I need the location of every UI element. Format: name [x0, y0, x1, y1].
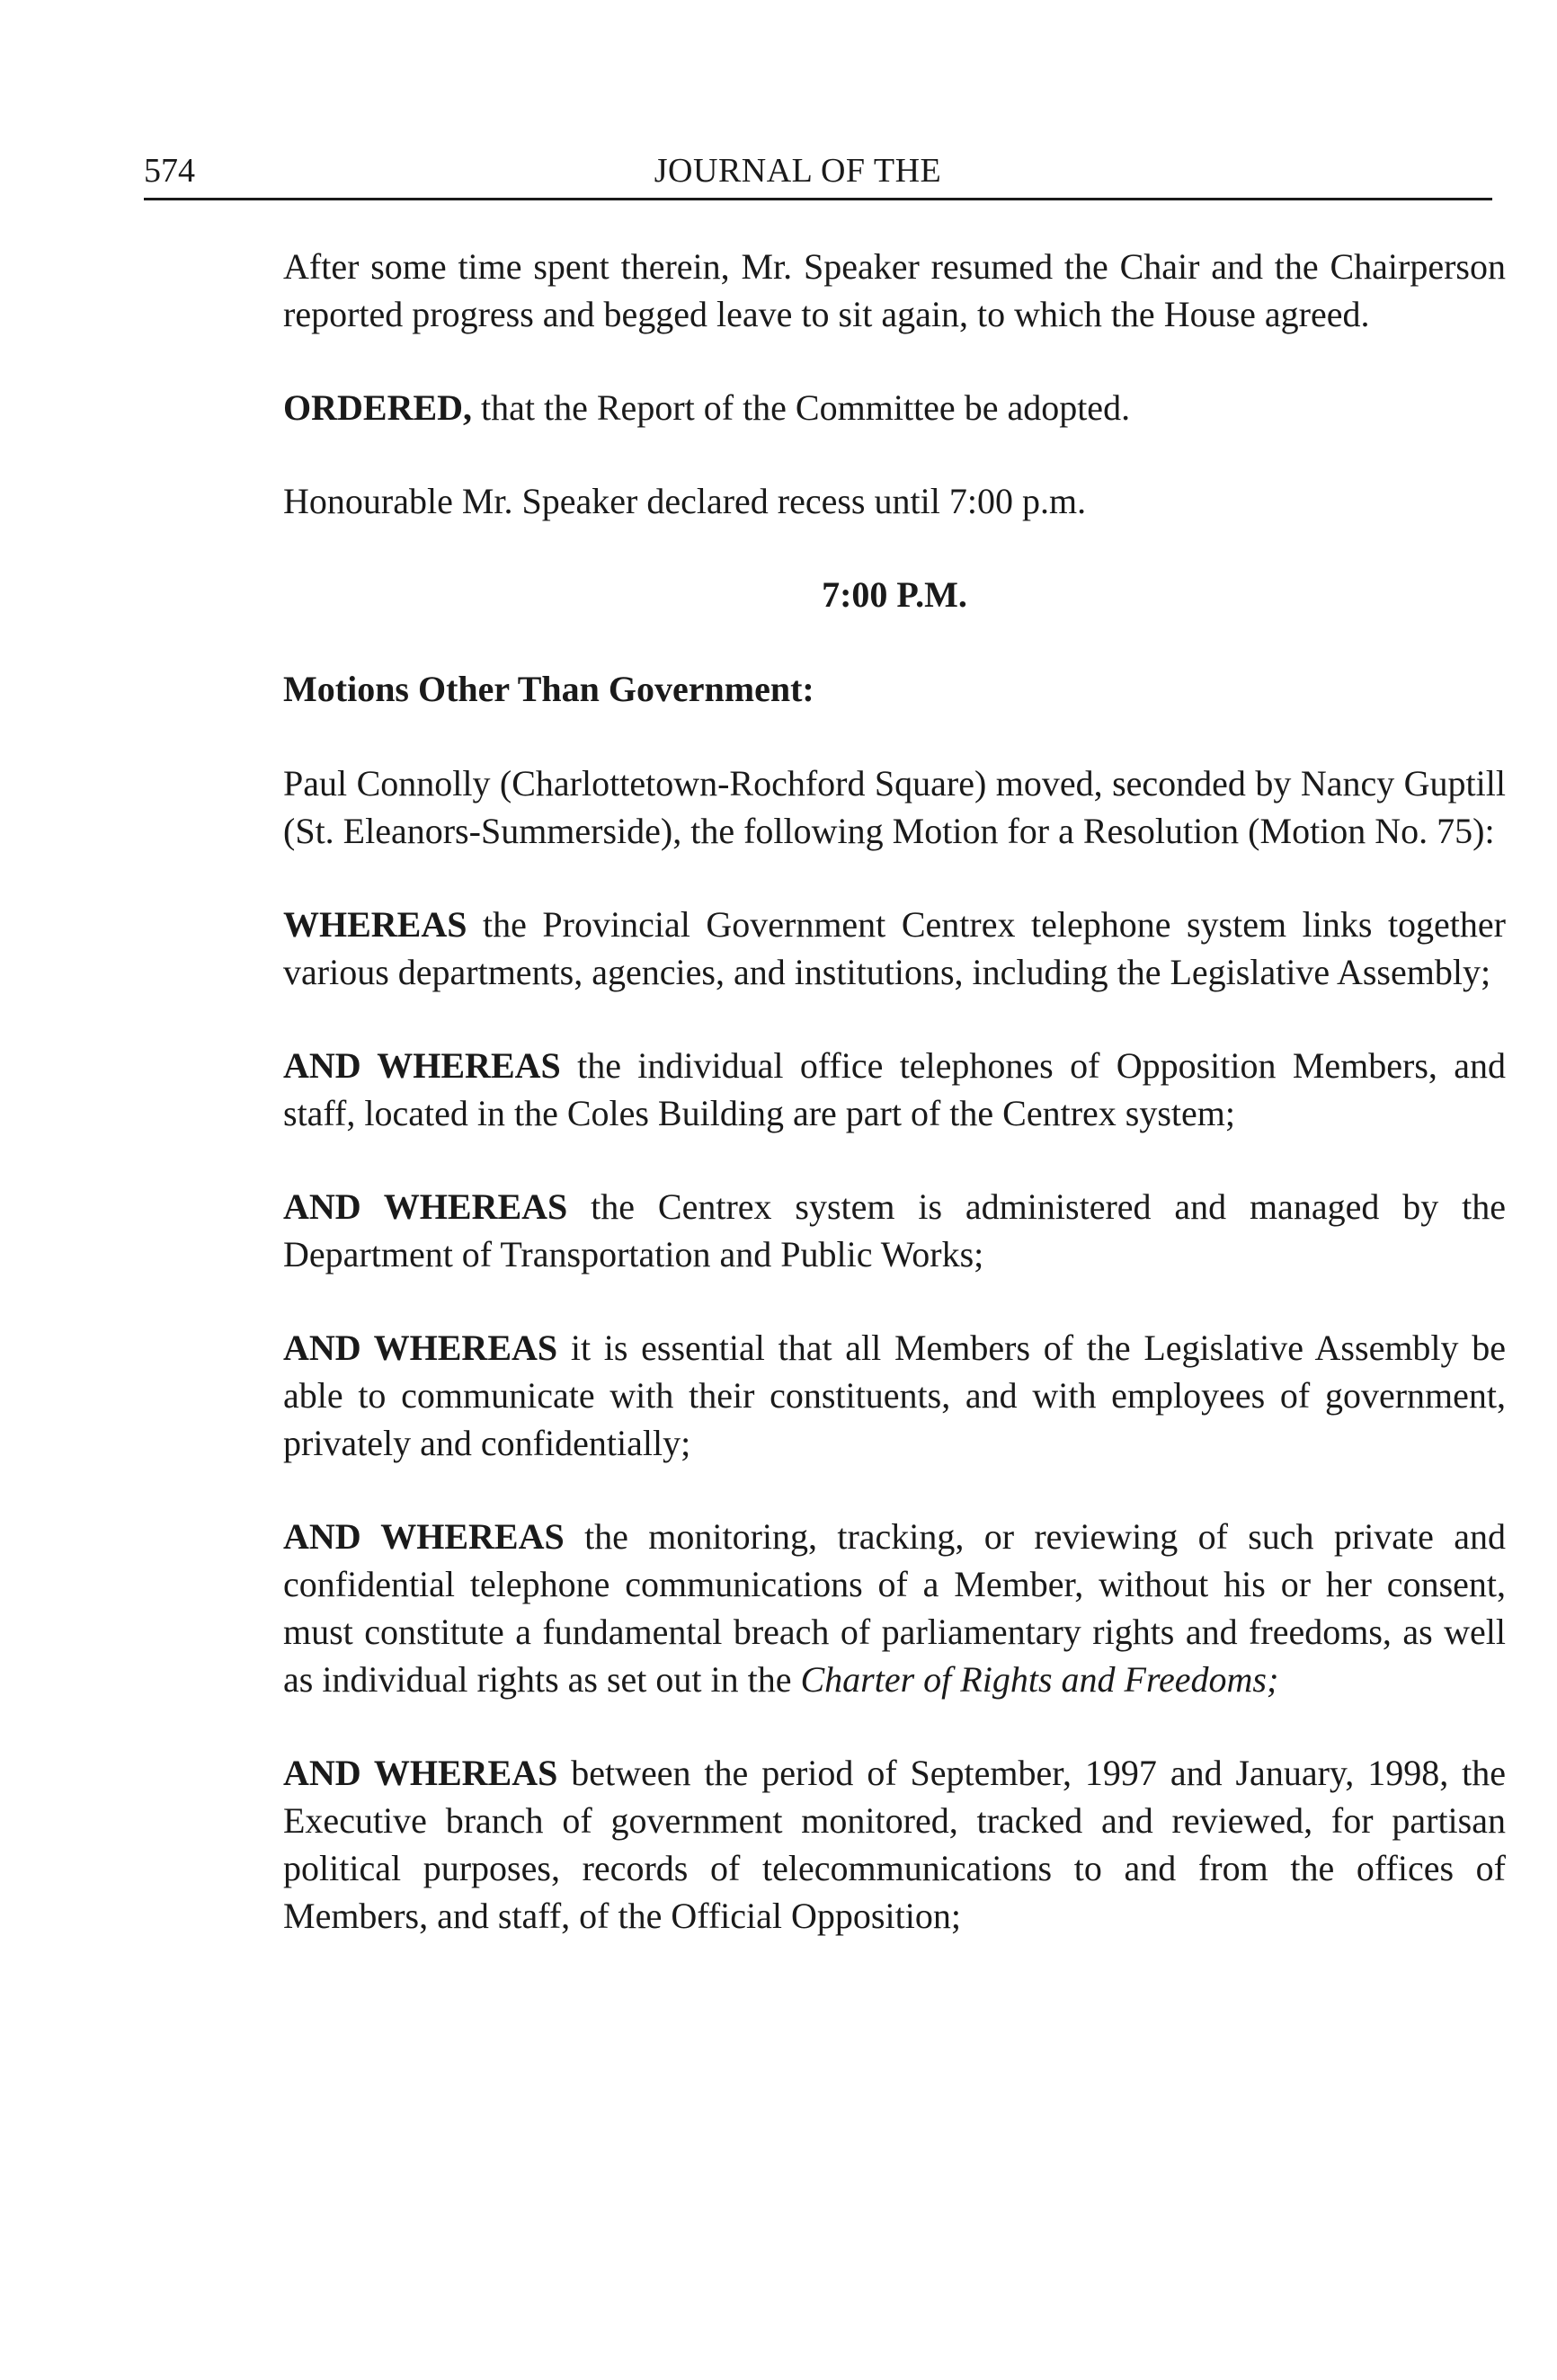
recess-paragraph: Honourable Mr. Speaker declared recess until 7:00 p.m. — [283, 481, 1087, 521]
committee-report-paragraph: After some time spent therein, Mr. Speaker resumed the Chair and the Chairperson reported progress and begged leave to sit again, to which the House agreed. — [283, 246, 1506, 334]
motion-intro-paragraph: Paul Connolly (Charlottetown-Rochford Square) moved, seconded by Nancy Guptill (St. Eleanors-Summerside), the following Motion for a Resolution (Motion No. 75): — [283, 763, 1506, 851]
time-heading: 7:00 P.M. — [822, 574, 967, 615]
whereas-lead: WHEREAS — [283, 904, 467, 945]
ordered-text: that the Report of the Committee be adopted. — [472, 387, 1131, 428]
charter-title: Charter of Rights and Freedoms; — [800, 1659, 1279, 1700]
header-rule — [144, 198, 1492, 200]
whereas-text: between the period of September, 1997 and January, 1998, the Executive branch of government monitored, tracked and reviewed, for partisan political purposes, records of telecommunications to and from the offices of Members, and staff, of the Official Opposition; — [283, 1753, 1506, 1936]
whereas-text: the individual office telephones of Opposition Members, and staff, located in the Coles Building are part of the Centrex system; — [283, 1045, 1506, 1133]
whereas-lead: AND WHEREAS — [283, 1328, 558, 1368]
whereas-text: the Provincial Government Centrex telephone system links together various departments, agencies, and institutions, including the Legislative Assembly; — [283, 904, 1506, 992]
body-text — [283, 243, 1506, 1985]
page-number: 574 — [144, 152, 195, 190]
journal-title: JOURNAL OF THE — [654, 152, 942, 190]
whereas-lead: AND WHEREAS — [283, 1753, 558, 1793]
whereas-text: the Centrex system is administered and managed by the Department of Transportation and Public Works; — [283, 1186, 1506, 1274]
whereas-paragraph-4 — [283, 1324, 1506, 1467]
motions-heading: Motions Other Than Government: — [283, 669, 814, 709]
whereas-paragraph-1 — [283, 901, 1506, 996]
whereas-paragraph-6 — [283, 1749, 1506, 1940]
whereas-paragraph-5 — [283, 1513, 1506, 1703]
whereas-paragraph-3 — [283, 1183, 1506, 1278]
whereas-lead: AND WHEREAS — [283, 1186, 568, 1227]
ordered-lead: ORDERED, — [283, 387, 473, 428]
whereas-lead: AND WHEREAS — [283, 1516, 565, 1557]
whereas-lead: AND WHEREAS — [283, 1045, 561, 1086]
whereas-text: the monitoring, tracking, or reviewing of such private and confidential telephone communications of a Member, without his or her consent, must constitute a fundamental breach of parliamentary rights and freedoms, as well as individual rights as set out in the — [283, 1516, 1506, 1700]
whereas-text: it is essential that all Members of the Legislative Assembly be able to communicate with their constituents, and with employees of government, privately and confidentially; — [283, 1328, 1506, 1463]
running-head — [144, 144, 1452, 198]
whereas-paragraph-2 — [283, 1042, 1506, 1137]
ordered-paragraph — [283, 384, 1506, 431]
